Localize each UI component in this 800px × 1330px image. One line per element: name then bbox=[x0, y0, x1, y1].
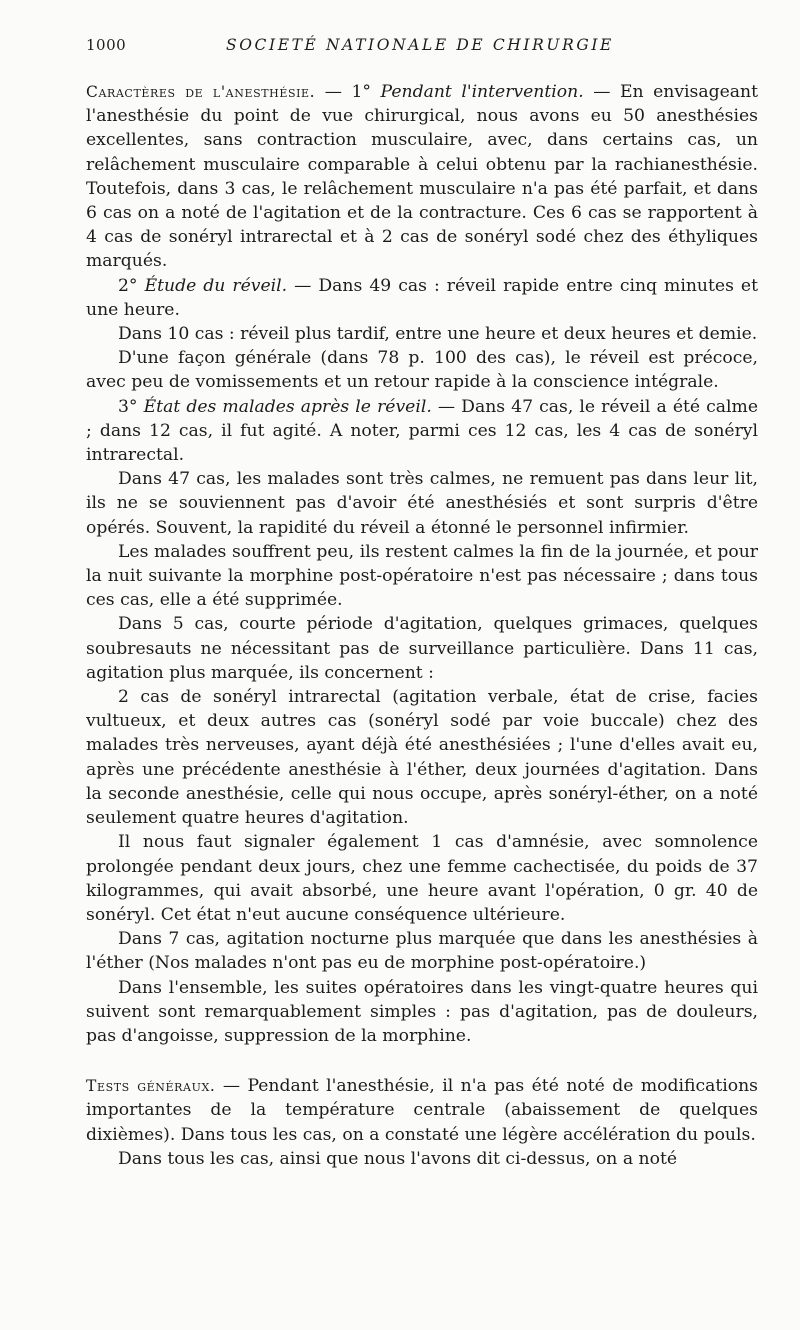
paragraph-text: En envisageant l'anesthésie du point de vue chirurgical, nous avons eu 50 anesthésies excellentes, sans contraction musculaire, avec, dans certains cas, un relâchement musculaire comparable à celui obtenu par la rachianesthésie. Toutefois, dans 3 cas, le relâchement musculaire n'a pas été parfait, et dans 6 cas on a noté de l'agitation et de la contracture. Ces 6 cas se rapportent à 4 cas de sonéryl intrarectal et à 2 cas de sonéryl sodé chez des éthyliques marqués. bbox=[86, 82, 759, 272]
section-heading-tests: Tests généraux. bbox=[86, 1077, 216, 1096]
running-head: SOCIETÉ NATIONALE DE CHIRURGIE bbox=[226, 36, 614, 54]
page-number: 1000 bbox=[86, 36, 127, 54]
separator: — bbox=[431, 396, 462, 417]
paragraph: 2 cas de sonéryl intrarectal (agitation verbale, état de crise, facies vultueux, et deux autres cas (sonéryl sodé par voie buccale) chez des malades très nerveuses, ayant déjà été anesthésiées ; l'une d'elles avait eu, après une précédente anesthésie à l'éther, deux journées d'agitation. Dans la seconde anesthésie, celle qui nous occupe, après sonéryl-éther, on a noté seulement quatre heures d'agitation. bbox=[86, 687, 758, 829]
paragraph: Dans 5 cas, courte période d'agitation, quelques grimaces, quelques soubresauts ne nécessitant pas de surveillance particulière. Dans 11 cas, agitation plus marquée, ils concernent : bbox=[86, 614, 758, 683]
paragraph: Il nous faut signaler également 1 cas d'amnésie, avec somnolence prolongée pendant deux jours, chez une femme cachectisée, du poids de 37 kilogrammes, qui avait absorbé, une heure avant l'opération, 0 gr. 40 de sonéryl. Cet état n'eut aucune conséquence ultérieure. bbox=[86, 832, 758, 925]
page-header bbox=[86, 36, 776, 60]
separator: — bbox=[215, 1076, 248, 1097]
paragraph: Dans 10 cas : réveil plus tardif, entre une heure et deux heures et demie. bbox=[118, 324, 758, 345]
paragraph: D'une façon générale (dans 78 p. 100 des cas), le réveil est précoce, avec peu de vomissements et un retour rapide à la conscience intégrale. bbox=[86, 348, 758, 393]
item-number: 3° bbox=[118, 396, 144, 417]
separator: — 1° bbox=[315, 82, 381, 102]
paragraph-anesthesia bbox=[86, 80, 758, 274]
paragraph-text: Dans 47 cas, le réveil a été calme ; dans 12 cas, il fut agité. A noter, parmi ces 12 cas, les 4 cas de sonéryl intrarectal. bbox=[86, 396, 758, 466]
body-text bbox=[86, 80, 758, 1171]
section-heading-anesthesia: Caractères de l'anesthésie. bbox=[86, 83, 316, 101]
subheading-reveil: Étude du réveil. bbox=[144, 275, 288, 296]
paragraph-tests bbox=[86, 1074, 758, 1147]
paragraph: Dans l'ensemble, les suites opératoires dans les vingt-quatre heures qui suivent sont remarquablement simples : pas d'agitation, pas de douleurs, pas d'angoisse, suppression de la morphine. bbox=[86, 977, 758, 1046]
subheading-etat-malades: État des malades après le réveil. bbox=[143, 396, 432, 417]
paragraph: Dans 7 cas, agitation nocturne plus marquée que dans les anesthésies à l'éther (Nos malades n'ont pas eu de morphine post-opératoire.) bbox=[86, 929, 758, 974]
section-gap bbox=[86, 1048, 758, 1074]
paragraph-text: Pendant l'anesthésie, il n'a pas été noté de modifications importantes de la température centrale (abaissement de quelques dixièmes). Dans tous les cas, on a constaté une légère accélération du pouls. bbox=[86, 1076, 758, 1145]
subheading-intervention: Pendant l'intervention. bbox=[380, 82, 584, 102]
paragraph-text: Dans 49 cas : réveil rapide entre cinq minutes et une heure. bbox=[86, 275, 758, 320]
paragraph: Dans tous les cas, ainsi que nous l'avons dit ci-dessus, on a noté bbox=[118, 1148, 678, 1169]
paragraph: Les malades souffrent peu, ils restent calmes la fin de la journée, et pour la nuit suivante la morphine post-opératoire n'est pas nécessaire ; dans tous ces cas, elle a été supprimée. bbox=[86, 541, 758, 611]
item-number: 2° bbox=[118, 275, 145, 296]
paragraph: Dans 47 cas, les malades sont très calmes, ne remuent pas dans leur lit, ils ne se souviennent pas d'avoir été anesthésiés et sont surpris d'être opérés. Souvent, la rapidité du réveil a étonné le personnel infirmier. bbox=[86, 469, 758, 538]
paragraph-reveil bbox=[86, 274, 758, 322]
separator: — bbox=[287, 275, 319, 296]
separator: — bbox=[583, 82, 620, 102]
paragraph-etat-malades bbox=[86, 395, 758, 468]
